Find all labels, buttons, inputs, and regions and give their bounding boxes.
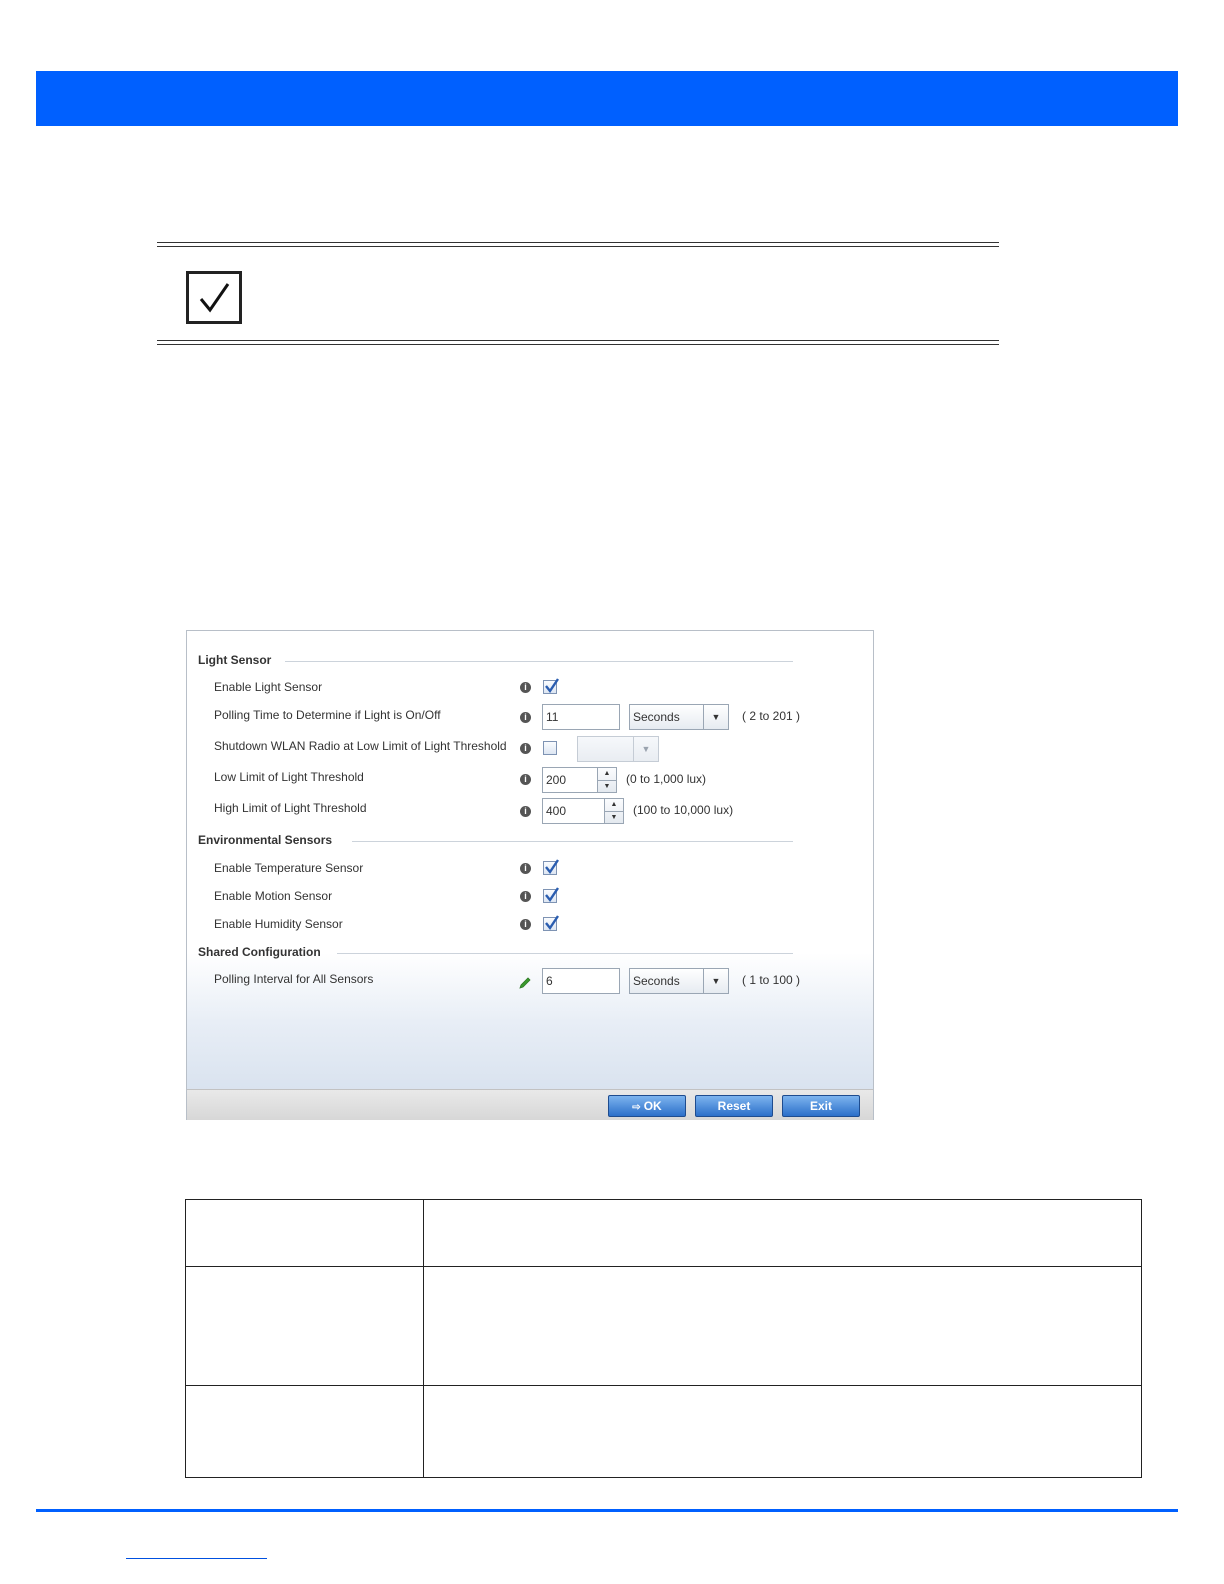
reset-button[interactable]: Reset <box>695 1095 773 1117</box>
chevron-down-icon: ▼ <box>703 969 728 993</box>
section-divider <box>337 953 793 954</box>
enable-humidity-sensor-label: Enable Humidity Sensor <box>214 917 343 931</box>
table-row <box>186 1267 1142 1386</box>
section-divider <box>352 841 793 842</box>
enable-motion-sensor-checkbox[interactable] <box>543 889 557 903</box>
table-cell <box>424 1200 1142 1267</box>
parameter-table <box>185 1199 1142 1478</box>
note-check-icon <box>186 271 242 324</box>
low-limit-input[interactable]: 200 <box>542 767 598 793</box>
note-top-rule <box>157 242 999 247</box>
spinner-down-icon[interactable]: ▼ <box>605 811 623 824</box>
info-icon[interactable]: i <box>520 919 531 930</box>
high-limit-input[interactable]: 400 <box>542 798 605 824</box>
shared-configuration-section-title: Shared Configuration <box>198 945 321 959</box>
table-cell <box>186 1386 424 1478</box>
info-icon[interactable]: i <box>520 806 531 817</box>
enable-light-sensor-label: Enable Light Sensor <box>214 680 323 694</box>
enable-motion-sensor-label: Enable Motion Sensor <box>214 889 333 903</box>
low-limit-label: Low Limit of Light Threshold <box>214 770 364 784</box>
info-icon[interactable]: i <box>520 682 531 693</box>
enable-light-sensor-checkbox[interactable] <box>543 680 557 694</box>
spinner-up-icon[interactable]: ▲ <box>603 770 611 777</box>
spinner-up-icon[interactable]: ▲ <box>610 801 618 808</box>
polling-time-input[interactable]: 11 <box>542 704 620 730</box>
enable-temperature-sensor-checkbox[interactable] <box>543 861 557 875</box>
info-icon[interactable]: i <box>520 863 531 874</box>
shutdown-wlan-label: Shutdown WLAN Radio at Low Limit of Light Threshold <box>214 739 507 753</box>
page-header-bar <box>36 71 1178 126</box>
exit-button[interactable]: Exit <box>782 1095 860 1117</box>
enable-temperature-sensor-label: Enable Temperature Sensor <box>214 861 364 875</box>
note-bottom-rule <box>157 340 999 345</box>
polling-interval-unit-select[interactable] <box>629 968 729 994</box>
ok-icon: ⇨ <box>632 1102 641 1113</box>
polling-time-unit-select[interactable] <box>629 704 729 730</box>
table-cell <box>424 1267 1142 1386</box>
table-cell <box>424 1386 1142 1478</box>
polling-interval-input[interactable]: 6 <box>542 968 620 994</box>
table-row <box>186 1200 1142 1267</box>
footer-link-underline[interactable] <box>126 1558 267 1559</box>
chevron-down-icon: ▼ <box>703 705 728 729</box>
chevron-down-icon: ▼ <box>633 737 658 761</box>
info-icon[interactable]: i <box>520 712 531 723</box>
low-limit-range: (0 to 1,000 lux) <box>626 772 707 786</box>
ok-button[interactable] <box>608 1095 686 1117</box>
shutdown-wlan-select[interactable] <box>577 736 659 762</box>
polling-time-unit-value: Seconds <box>633 710 680 724</box>
polling-time-range: ( 2 to 201 ) <box>742 709 801 723</box>
enable-humidity-sensor-checkbox[interactable] <box>543 917 557 931</box>
high-limit-label: High Limit of Light Threshold <box>214 801 367 815</box>
environmental-sensors-section-title: Environmental Sensors <box>198 833 333 847</box>
light-sensor-section-title: Light Sensor <box>198 653 272 667</box>
info-icon[interactable]: i <box>520 743 531 754</box>
panel-footer <box>187 1089 873 1120</box>
section-divider <box>285 661 793 662</box>
table-cell <box>186 1200 424 1267</box>
sensor-configuration-panel <box>186 630 874 1120</box>
spinner-down-icon[interactable]: ▼ <box>598 780 616 793</box>
shutdown-wlan-checkbox[interactable] <box>543 741 557 755</box>
polling-interval-label: Polling Interval for All Sensors <box>214 972 374 986</box>
polling-interval-unit-value: Seconds <box>633 974 680 988</box>
pencil-icon <box>518 976 532 990</box>
polling-interval-range: ( 1 to 100 ) <box>742 973 801 987</box>
high-limit-range: (100 to 10,000 lux) <box>633 803 734 817</box>
page-footer-rule <box>36 1509 1178 1512</box>
table-cell <box>186 1267 424 1386</box>
polling-time-label: Polling Time to Determine if Light is On/Off <box>214 708 441 722</box>
table-row <box>186 1386 1142 1478</box>
info-icon[interactable]: i <box>520 891 531 902</box>
low-limit-spinner[interactable] <box>597 767 617 793</box>
high-limit-spinner[interactable] <box>604 798 624 824</box>
info-icon[interactable]: i <box>520 774 531 785</box>
ok-label: OK <box>643 1099 662 1113</box>
